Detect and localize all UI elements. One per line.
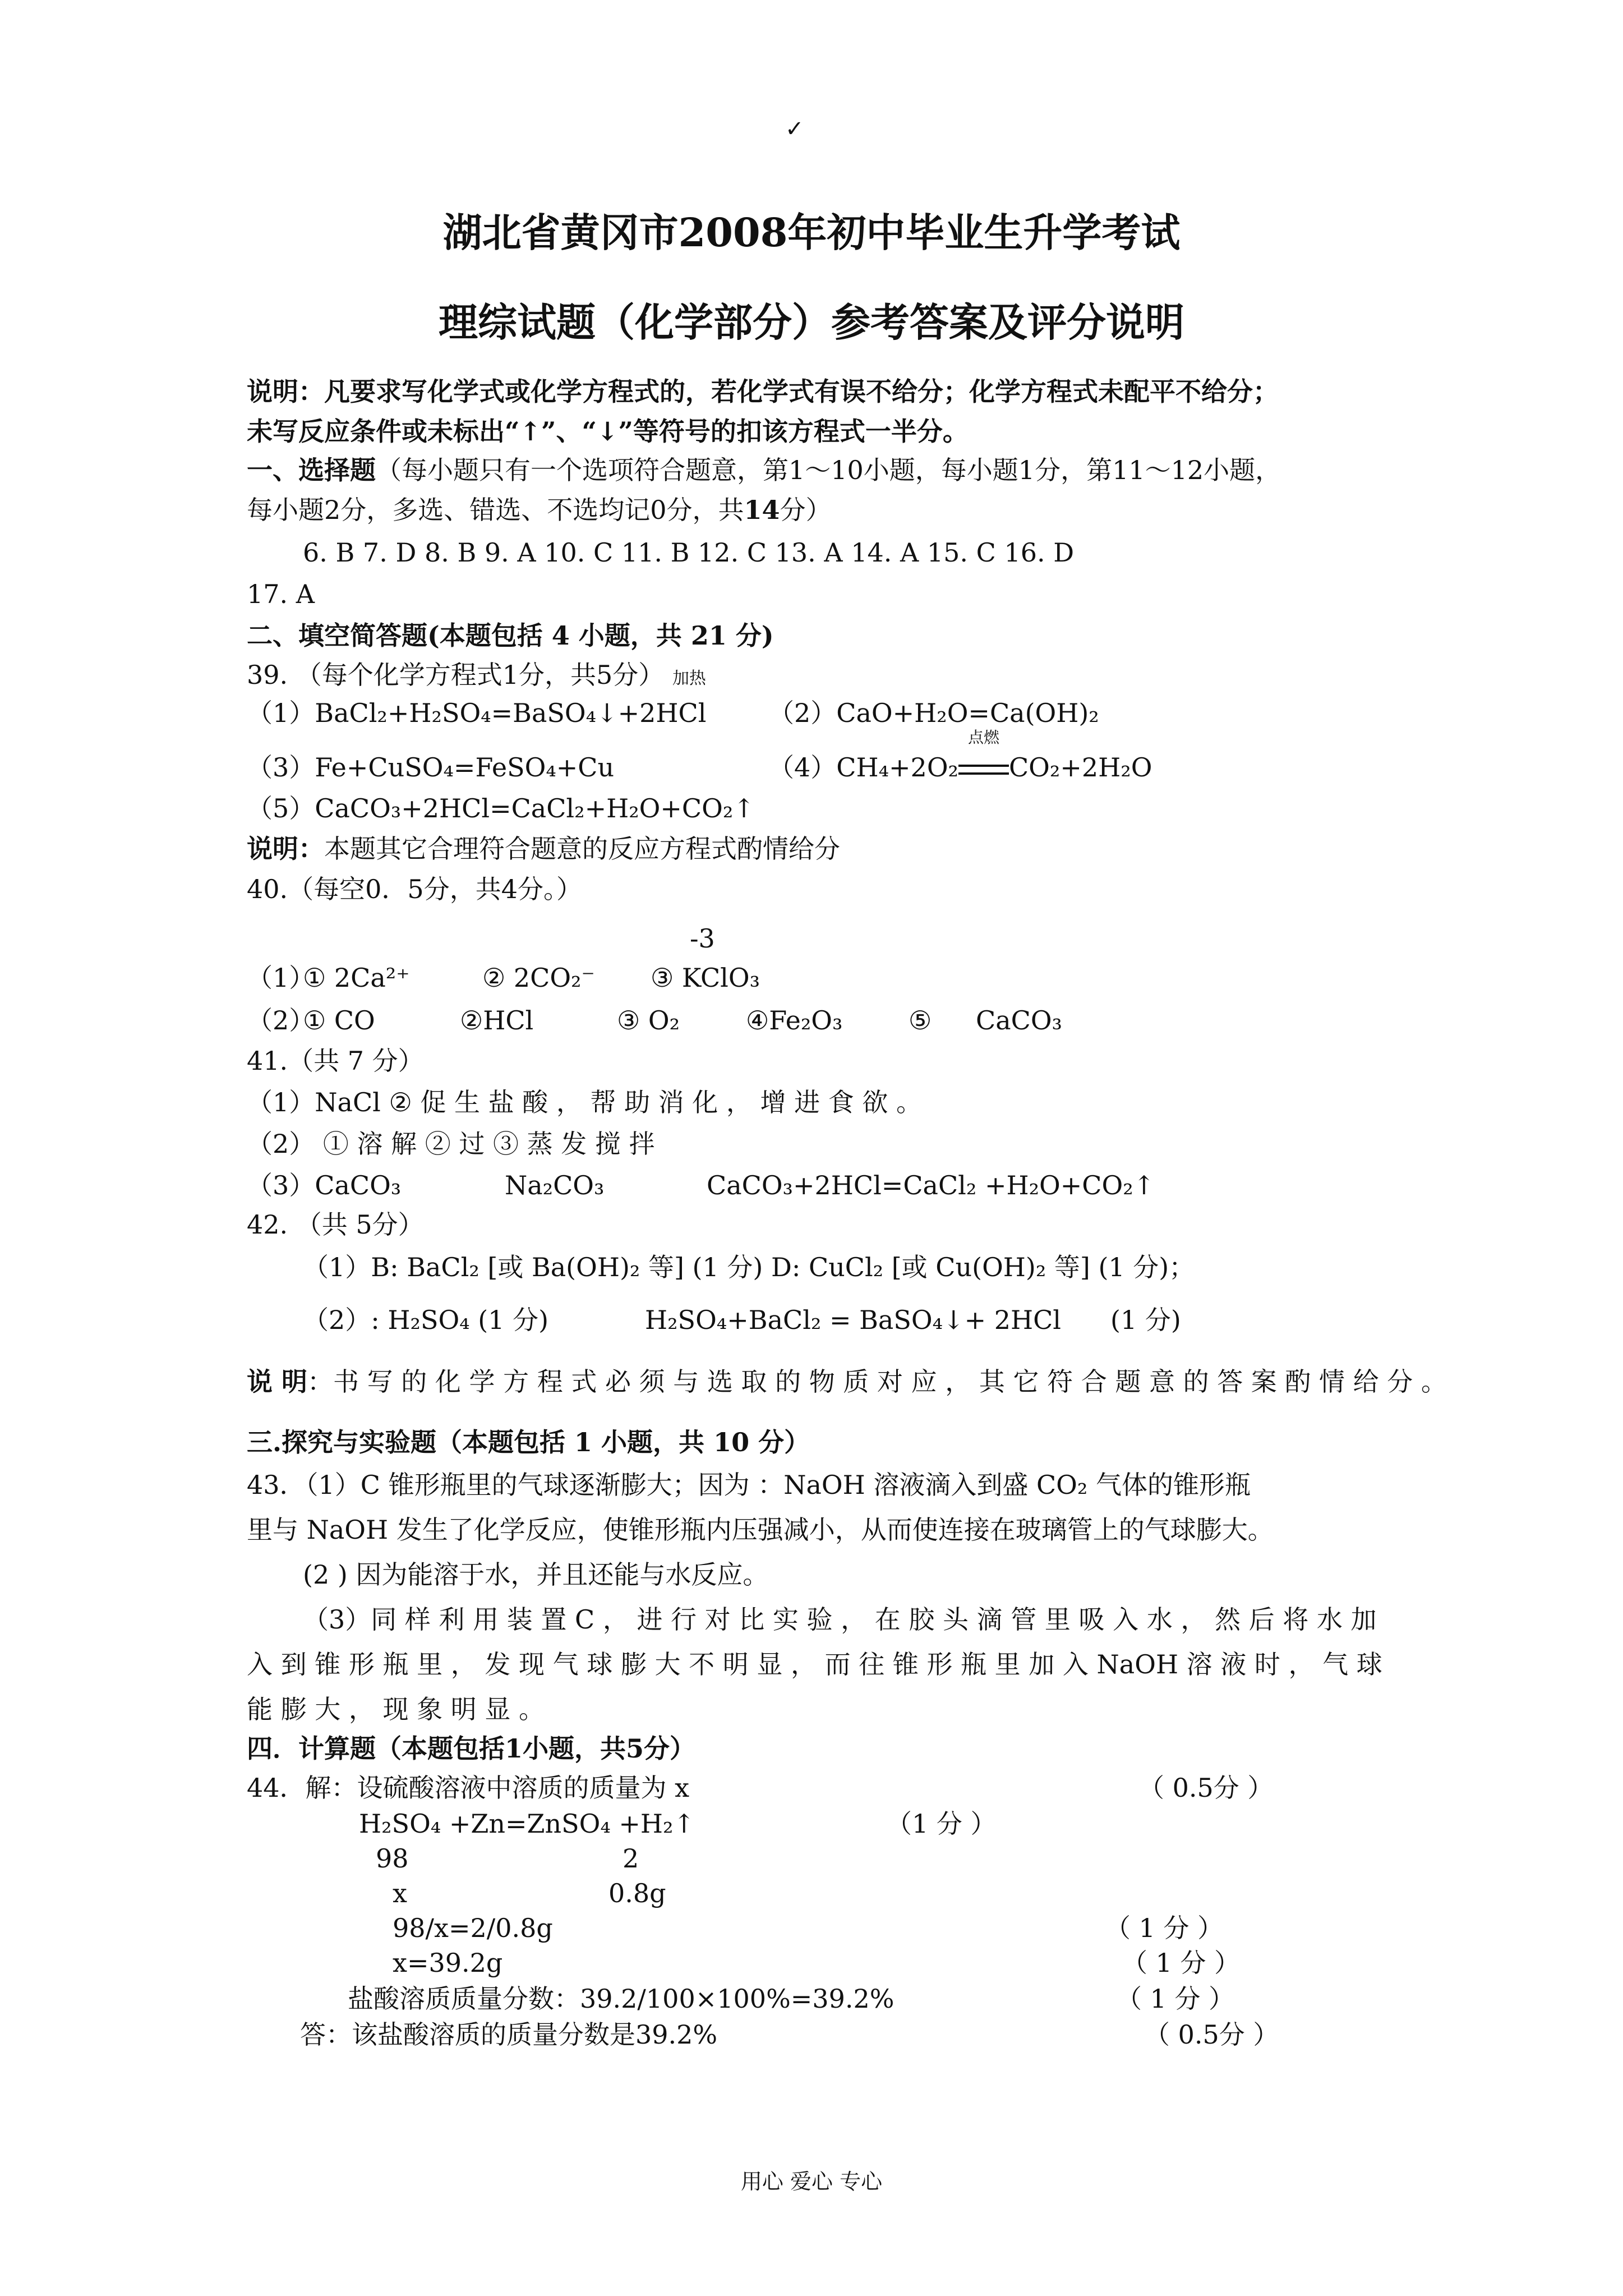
section1-desc-line2: 每小题2分，多选、错选、不选均记0分，共 [247, 495, 744, 525]
q41-row3-c: CaCO₃+2HCl=CaCl₂ +H₂O+CO₂↑ [707, 1170, 1155, 1200]
section1-heading: 一、选择题 [247, 455, 376, 485]
q42-head: 42. （共 5分） [247, 1209, 424, 1240]
q43-line2: 里与 NaOH 发生了化学反应，使锥形瓶内压强减小，从而使连接在玻璃管上的气球膨大。 [247, 1515, 1274, 1545]
q40-row2-b: ②HCl [460, 1005, 534, 1036]
q43-line1: 43．（1）C 锥形瓶里的气球逐渐膨大；因为 ：NaOH 溶液滴入到盛 CO₂ 气体的锥形瓶 [247, 1470, 1251, 1500]
q44-line1-score: （ 0.5分 ） [1138, 1773, 1274, 1803]
q41-row2: （2） ① 溶 解 ② 过 ③ 蒸 发 搅 拌 [247, 1129, 655, 1159]
q41-row3-b: Na₂CO₃ [505, 1170, 605, 1200]
q40-row2-d: ④Fe₂O₃ [746, 1005, 843, 1036]
section4-heading: 四．计算题（本题包括1小题，共5分） [247, 1733, 696, 1764]
q44-equation: H₂SO₄ +Zn=ZnSO₄ +H₂↑ [359, 1809, 695, 1839]
q40-row2-f: CaCO₃ [976, 1005, 1062, 1036]
q39-eq4 [768, 728, 1152, 783]
q44-fraction: 盐酸溶质质量分数：39.2/100×100%=39.2% [348, 1984, 895, 2014]
document-subtitle: 理综试题（化学部分）参考答案及评分说明 [439, 299, 1184, 346]
q44-result: x=39.2g [393, 1948, 503, 1978]
section1-line1 [247, 457, 1281, 483]
q40-row1-label: （1） [247, 963, 315, 993]
q43-line6: 能 膨 大 ， 现 象 明 显 。 [247, 1694, 545, 1724]
section2-heading: 二、填空简答题(本题包括 4 小题，共 21 分) [247, 620, 774, 651]
q44-equation-score: （1 分 ） [886, 1809, 997, 1839]
choice-answers-line1: 6. B 7. D 8. B 9. A 10. C 11. B 12. C 13. A 14. A 15. C 16. D [303, 537, 1075, 568]
q44-ratio-score: （ 1 分 ） [1105, 1913, 1224, 1943]
q41-row3-a: （3）CaCO₃ [247, 1170, 402, 1200]
general-note-line2: 未写反应条件或未标出“↑”、“↓”等符号的扣该方程式一半分。 [247, 416, 969, 447]
q43-line4: （3）同 样 利 用 装 置 C ， 进 行 对 比 实 验 ， 在 胶 头 滴 管 里 吸 入 水 ， 然 后 将 水 加 [303, 1604, 1377, 1635]
q42-note [247, 1366, 1447, 1397]
q44-unknown-x: x [393, 1878, 407, 1908]
q40-row2-a: ① CO [303, 1005, 375, 1036]
q42-row1: （1）B: BaCl₂ [或 Ba(OH)₂ 等] (1 分) D: CuCl₂ [或 Cu(OH)₂ 等] (1 分)； [303, 1252, 1195, 1282]
q39-eq5: （5）CaCO₃+2HCl=CaCl₂+H₂O+CO₂↑ [247, 793, 755, 823]
q39-eq1: （1）BaCl₂+H₂SO₄=BaSO₄↓+2HCl [247, 698, 707, 728]
q40-valence-mark: -3 [690, 923, 715, 954]
q42-note-text: ：书 写 的 化 学 方 程 式 必 须 与 选 取 的 物 质 对 应 ， 其 它 符 合 题 意 的 答 案 酌 情 给 分 。 [307, 1366, 1447, 1397]
q42-note-label: 说 明 [247, 1366, 308, 1397]
q39-eq4-left: （4）CH₄+2O₂ [768, 752, 958, 783]
page-footer: 用心 爱心 专心 [740, 2169, 883, 2194]
q40-row2-label: （2） [247, 1005, 315, 1036]
section3-heading: 三.探究与实验题（本题包括 1 小题，共 10 分） [247, 1427, 810, 1457]
q39-eq4-right: CO₂+2H₂O [1008, 752, 1152, 783]
q41-row1: （1）NaCl ② 促 生 盐 酸 ， 帮 助 消 化 ， 增 进 食 欲 。 [247, 1087, 923, 1117]
q40-row2-c: ③ O₂ [617, 1005, 680, 1036]
section1-total: 14 [744, 495, 780, 525]
section1-desc-end: 分） [780, 495, 832, 525]
q39-note-label: 说明： [247, 834, 324, 864]
q39-eq2: （2）CaO+H₂O=Ca(OH)₂ [768, 698, 1099, 728]
q40-row1-b: ② 2CO₂⁻ [482, 963, 595, 993]
q43-line5: 入 到 锥 形 瓶 里 ， 发 现 气 球 膨 大 不 明 显 ， 而 往 锥 形 瓶 里 加 入 NaOH 溶 液 时 ， 气 球 [247, 1649, 1382, 1680]
check-mark: ✓ [785, 116, 804, 142]
q39-head-text: 39. （每个化学方程式1分，共5分） [247, 660, 665, 690]
q44-answer: 答：该盐酸溶质的质量分数是39.2% [300, 2019, 718, 2050]
q44-ratio: 98/x=2/0.8g [393, 1913, 553, 1943]
q44-mass-98: 98 [376, 1843, 409, 1874]
document-title: 湖北省黄冈市2008年初中毕业生升学考试 [442, 209, 1181, 256]
section1-desc-line1: （每小题只有一个选项符合题意，第1～10小题，每小题1分，第11～12小题， [376, 455, 1281, 485]
q43-line3: (2 ) 因为能溶于水，并且还能与水反应。 [303, 1559, 769, 1590]
q39-eq3: （3）Fe+CuSO₄=FeSO₄+Cu [247, 752, 615, 783]
q41-head: 41.（共 7 分） [247, 1046, 424, 1076]
general-note-line1: 说明：凡要求写化学式或化学方程式的，若化学式有误不给分；化学方程式未配平不给分； [247, 376, 1279, 407]
q44-mass-2: 2 [623, 1843, 639, 1874]
q42-row2-c: (1 分) [1110, 1305, 1181, 1335]
q40-row1-c: ③ KClO₃ [651, 963, 760, 993]
section1-line2 [247, 497, 832, 523]
choice-answers-line2: 17. A [247, 579, 315, 609]
double-bar [958, 765, 1009, 775]
q44-mass-0-8g: 0.8g [608, 1878, 666, 1908]
q42-row2-b: H₂SO₄+BaCl₂ = BaSO₄↓+ 2HCl [645, 1305, 1062, 1335]
q44-result-score: （ 1 分 ） [1122, 1948, 1241, 1978]
q44-line1: 44．解：设硫酸溶液中溶质的质量为 x [247, 1773, 690, 1803]
q42-row2-a: （2）: H₂SO₄ (1 分) [303, 1305, 549, 1335]
ignite-label: 点燃 [967, 728, 999, 747]
q44-answer-score: （ 0.5分 ） [1144, 2019, 1279, 2050]
q39-note [247, 836, 840, 862]
q39-head [247, 662, 706, 688]
q40-row1-a: ① 2Ca²⁺ [303, 963, 410, 993]
q40-head: 40.（每空0．5分，共4分。） [247, 874, 582, 904]
q39-note-text: 本题其它合理符合题意的反应方程式酌情给分 [324, 834, 840, 864]
reaction-condition-sign [958, 728, 1009, 780]
heat-label: 加热 [672, 669, 706, 688]
q40-row2-e: ⑤ [909, 1005, 932, 1036]
q44-fraction-score: （ 1 分 ） [1116, 1984, 1235, 2014]
